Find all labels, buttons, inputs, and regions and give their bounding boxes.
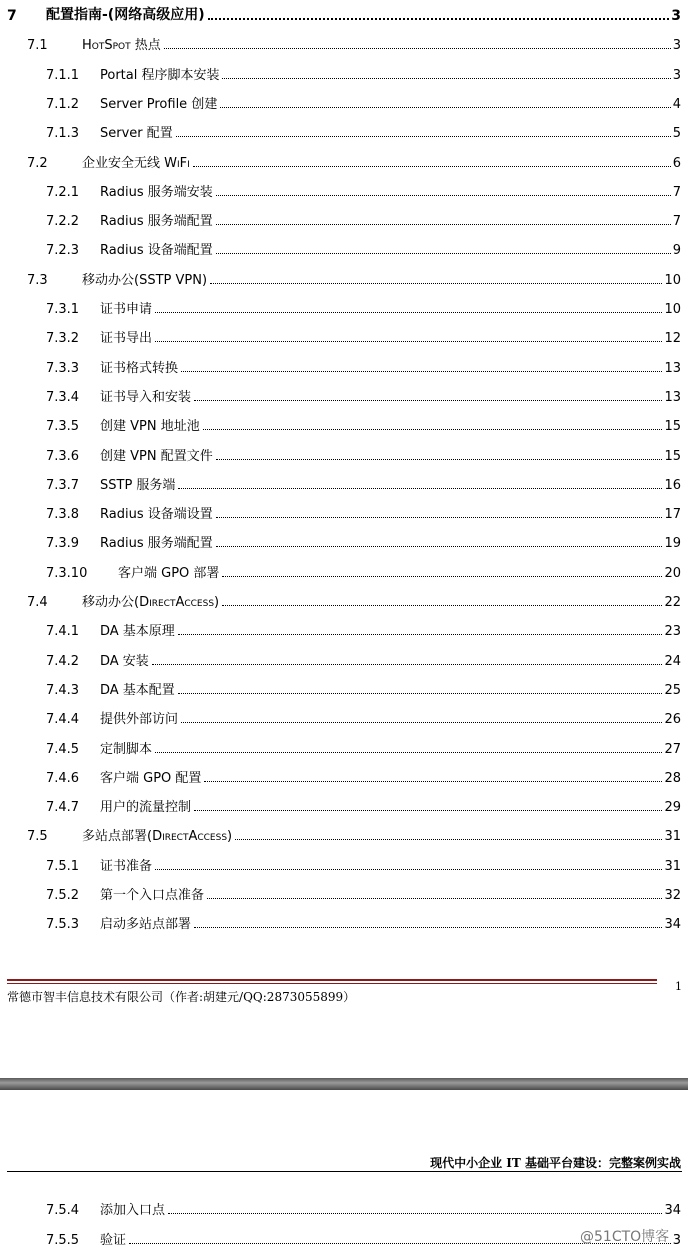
toc-entry[interactable] xyxy=(0,442,688,464)
toc-entry[interactable] xyxy=(0,207,688,229)
toc-entry-number: 7.3.5 xyxy=(46,419,80,435)
toc-entry-title xyxy=(82,825,233,844)
toc-entry[interactable] xyxy=(0,412,688,434)
toc-entry-number: 7.3.8 xyxy=(46,507,80,523)
toc-entry-title: 配置指南-(网络高级应用) xyxy=(46,7,205,23)
toc-entry[interactable] xyxy=(0,236,688,258)
toc-entry-title: Portal 程序脚本安装 xyxy=(100,67,220,83)
toc-leader-dots xyxy=(207,897,662,899)
toc-entry-page: 6 xyxy=(672,155,681,171)
toc-leader-dots xyxy=(194,399,662,401)
toc-leader-dots xyxy=(210,282,662,284)
toc-entry-title-part: DirectAccess xyxy=(152,829,228,845)
toc-entry-page: 24 xyxy=(664,653,681,669)
toc-entry-title: 证书导入和安装 xyxy=(100,389,192,405)
toc-entry-number: 7.2.1 xyxy=(46,184,80,200)
toc-entry-number: 7.3.2 xyxy=(46,331,80,347)
toc-entry-page: 5 xyxy=(672,126,681,142)
toc-entry-number: 7.4.4 xyxy=(46,712,80,728)
toc-entry-page: 17 xyxy=(664,507,681,523)
toc-entry[interactable] xyxy=(0,119,688,141)
toc-leader-dots xyxy=(216,516,663,518)
toc-entry[interactable] xyxy=(0,383,688,405)
toc-entry-title: Server Profile 创建 xyxy=(100,96,218,112)
toc-entry-number: 7.5.3 xyxy=(46,917,80,933)
toc-leader-dots xyxy=(194,926,662,928)
running-header: 现代中小企业 IT 基础平台建设：完整案例实战 xyxy=(430,1156,681,1170)
toc-entry-title: Radius 服务端配置 xyxy=(100,536,213,552)
toc-entry[interactable] xyxy=(0,295,688,317)
toc-entry[interactable] xyxy=(0,2,688,24)
toc-entry-number: 7.4.3 xyxy=(46,682,80,698)
toc-entry-number: 7.5.4 xyxy=(46,1203,80,1218)
toc-leader-dots xyxy=(222,575,662,577)
toc-entry-number: 7.3.4 xyxy=(46,389,80,405)
toc-entry-title: Radius 服务端配置 xyxy=(100,214,213,230)
toc-entry-page: 19 xyxy=(664,536,681,552)
toc-entry-page: 12 xyxy=(664,331,681,347)
toc-leader-dots xyxy=(155,751,662,753)
footer-rule xyxy=(7,979,657,981)
toc-entry-title-part: ) xyxy=(227,829,233,845)
toc-entry-page: 22 xyxy=(664,595,681,610)
toc-entry-page: 31 xyxy=(664,829,681,845)
toc-entry[interactable] xyxy=(0,559,688,581)
toc-entry-title: 添加入口点 xyxy=(100,1203,166,1218)
toc-entry-title: 证书格式转换 xyxy=(100,360,179,376)
toc-leader-dots xyxy=(216,194,671,196)
toc-leader-dots xyxy=(155,868,662,870)
toc-entry[interactable] xyxy=(0,90,688,112)
toc-leader-dots xyxy=(203,428,663,430)
toc-entry[interactable] xyxy=(0,822,688,844)
toc-leader-dots xyxy=(193,165,671,167)
toc-entry[interactable] xyxy=(0,500,688,522)
toc-entry-title: DA 基本配置 xyxy=(100,682,175,698)
toc-leader-dots xyxy=(208,17,670,20)
toc-entry-title: 移动办公(SSTP VPN) xyxy=(82,272,208,288)
toc-entry-title: SSTP 服务端 xyxy=(100,477,176,493)
toc-entry-page: 15 xyxy=(664,448,681,464)
toc-entry[interactable] xyxy=(0,647,688,669)
toc-entry-number: 7.5 xyxy=(27,829,48,845)
toc-entry[interactable] xyxy=(0,588,688,610)
toc-entry-page: 3 xyxy=(672,38,681,54)
toc-entry-number: 7 xyxy=(7,8,17,24)
toc-entry-page: 3 xyxy=(672,67,681,83)
toc-entry[interactable] xyxy=(0,793,688,815)
watermark: @51CTO博客 xyxy=(580,1229,670,1245)
toc-entry-title-part: 企业安全无线 xyxy=(82,155,165,171)
toc-entry-page: 15 xyxy=(664,419,681,435)
toc-entry-title: 定制脚本 xyxy=(100,741,153,757)
toc-leader-dots xyxy=(222,604,662,606)
toc-entry[interactable] xyxy=(0,31,688,53)
toc-entry-title: Radius 设备端设置 xyxy=(100,507,213,523)
toc-entry-page: 10 xyxy=(664,272,681,288)
toc-entry-title-part: 移动办公( xyxy=(82,595,140,610)
toc-entry-page: 31 xyxy=(664,858,681,874)
toc-entry-title: DA 基本原理 xyxy=(100,624,175,640)
toc-entry[interactable] xyxy=(0,149,688,171)
toc-entry-page: 34 xyxy=(664,1203,681,1218)
toc-entry-page: 20 xyxy=(664,565,681,581)
toc-entry-title: 证书导出 xyxy=(100,331,153,347)
toc-entry-page: 26 xyxy=(664,712,681,728)
toc-leader-dots xyxy=(220,106,670,108)
toc-entry-number: 7.2.3 xyxy=(46,243,80,259)
page-separator xyxy=(0,1078,688,1090)
toc-entry-number: 7.5.5 xyxy=(46,1232,80,1248)
toc-entry-title: 提供外部访问 xyxy=(100,712,179,728)
toc-entry-number: 7.2 xyxy=(27,155,48,171)
toc-entry-title-part: 多站点部署( xyxy=(82,829,153,845)
toc-entry-title-part: ) xyxy=(214,595,220,610)
header-rule xyxy=(7,1171,682,1172)
toc-entry-title: 客户端 GPO 部署 xyxy=(118,565,220,581)
toc-entry[interactable] xyxy=(0,178,688,200)
toc-entry-number: 7.1.3 xyxy=(46,126,80,142)
toc-entry-page: 28 xyxy=(664,770,681,786)
toc-entry-number: 7.4 xyxy=(27,595,48,610)
toc-entry-number: 7.3.6 xyxy=(46,448,80,464)
toc-entry-title: 创建 VPN 地址池 xyxy=(100,419,200,435)
toc-entry-title xyxy=(82,34,162,53)
toc-entry-title: Server 配置 xyxy=(100,126,173,142)
toc-entry-page: 34 xyxy=(664,917,681,933)
toc-entry-page: 4 xyxy=(672,96,681,112)
toc-entry[interactable] xyxy=(0,529,688,551)
toc-entry-title: 用户的流量控制 xyxy=(100,800,192,816)
toc-entry-page: 25 xyxy=(664,682,681,698)
toc-entry[interactable] xyxy=(0,881,688,903)
toc-leader-dots xyxy=(204,780,662,782)
toc-entry[interactable] xyxy=(0,735,688,757)
toc-entry-page: 32 xyxy=(664,888,681,903)
toc-entry-number: 7.3.3 xyxy=(46,360,80,376)
toc-entry-number: 7.5.2 xyxy=(46,888,80,903)
toc-entry-number: 7.1.2 xyxy=(46,96,80,112)
toc-entry-page: 27 xyxy=(664,741,681,757)
toc-entry-title: Radius 服务端安装 xyxy=(100,184,213,200)
toc-entry-title: 第一个入口点准备 xyxy=(100,888,205,903)
toc-entry-title-part: 热点 xyxy=(130,38,161,54)
toc-entry[interactable] xyxy=(0,764,688,786)
toc-leader-dots xyxy=(216,223,671,225)
footer-company: 常德市智丰信息技术有限公司（作者:胡建元/QQ:2873055899） xyxy=(7,990,356,1004)
page-number: 1 xyxy=(675,980,682,993)
toc-entry-number: 7.3.10 xyxy=(46,565,88,581)
toc-entry-page: 9 xyxy=(672,243,681,259)
toc-entry[interactable] xyxy=(0,676,688,698)
toc-entry-title-part: WiFi xyxy=(164,155,190,171)
toc-entry-number: 7.2.2 xyxy=(46,214,80,230)
toc-entry-page: 13 xyxy=(664,360,681,376)
toc-entry-title: 创建 VPN 配置文件 xyxy=(100,448,213,464)
toc-entry-title: Radius 设备端配置 xyxy=(100,243,213,259)
toc-entry-title: 启动多站点部署 xyxy=(100,917,192,933)
toc-entry-page: 3 xyxy=(671,8,681,24)
toc-leader-dots xyxy=(216,458,663,460)
toc-entry[interactable] xyxy=(0,705,688,727)
toc-leader-dots xyxy=(181,721,662,723)
toc-entry-title: 客户端 GPO 配置 xyxy=(100,770,202,786)
toc-leader-dots xyxy=(181,370,662,372)
toc-entry[interactable] xyxy=(0,471,688,493)
toc-entry-number: 7.3.1 xyxy=(46,302,80,317)
toc-entry-page: 16 xyxy=(664,477,681,493)
toc-leader-dots xyxy=(155,311,662,313)
toc-entry-title xyxy=(82,591,220,610)
footer-rule-thin xyxy=(7,983,657,984)
toc-leader-dots xyxy=(176,135,671,137)
toc-entry-title: 验证 xyxy=(100,1232,127,1248)
toc-leader-dots xyxy=(235,838,662,840)
toc-leader-dots xyxy=(164,47,671,49)
toc-leader-dots xyxy=(222,77,670,79)
toc-entry-page: 13 xyxy=(664,389,681,405)
toc-entry-title-part: HotSpot xyxy=(82,38,131,54)
toc-leader-dots xyxy=(216,545,663,547)
toc-entry-number: 7.1 xyxy=(27,38,48,54)
toc-entry-page: 3 xyxy=(672,1232,681,1248)
toc-entry-number: 7.4.2 xyxy=(46,653,80,669)
toc-entry-title xyxy=(82,152,191,171)
toc-entry-number: 7.4.7 xyxy=(46,800,80,816)
toc-entry-number: 7.4.6 xyxy=(46,770,80,786)
toc-entry-number: 7.4.5 xyxy=(46,741,80,757)
toc-entry-page: 23 xyxy=(664,624,681,640)
toc-entry-title-part: DirectAccess xyxy=(139,595,215,610)
toc-entry-title: 证书准备 xyxy=(100,858,153,874)
toc-entry-number: 7.1.1 xyxy=(46,67,80,83)
toc-leader-dots xyxy=(216,252,671,254)
toc-leader-dots xyxy=(178,633,663,635)
toc-entry-title: DA 安装 xyxy=(100,653,149,669)
toc-leader-dots xyxy=(178,487,662,489)
toc-leader-dots xyxy=(178,692,663,694)
toc-entry-number: 7.5.1 xyxy=(46,858,80,874)
toc-leader-dots xyxy=(155,340,662,342)
toc-leader-dots xyxy=(194,809,662,811)
toc-entry[interactable] xyxy=(0,266,688,288)
toc-entry-number: 7.3 xyxy=(27,272,48,288)
toc-entry[interactable] xyxy=(0,61,688,83)
toc-leader-dots xyxy=(152,663,663,665)
toc-entry[interactable] xyxy=(0,324,688,346)
toc-entry[interactable] xyxy=(0,1196,688,1218)
toc-entry-number: 7.3.9 xyxy=(46,536,80,552)
toc-entry[interactable] xyxy=(0,910,688,932)
toc-entry-number: 7.3.7 xyxy=(46,477,80,493)
toc-entry[interactable] xyxy=(0,617,688,639)
toc-entry-page: 10 xyxy=(664,302,681,317)
toc-entry-page: 29 xyxy=(664,800,681,816)
toc-entry-page: 7 xyxy=(672,184,681,200)
toc-entry-title: 证书申请 xyxy=(100,302,153,317)
toc-entry-page: 7 xyxy=(672,214,681,230)
toc-leader-dots xyxy=(168,1212,662,1214)
toc-entry-number: 7.4.1 xyxy=(46,624,80,640)
toc-entry[interactable] xyxy=(0,354,688,376)
toc-entry[interactable] xyxy=(0,852,688,874)
